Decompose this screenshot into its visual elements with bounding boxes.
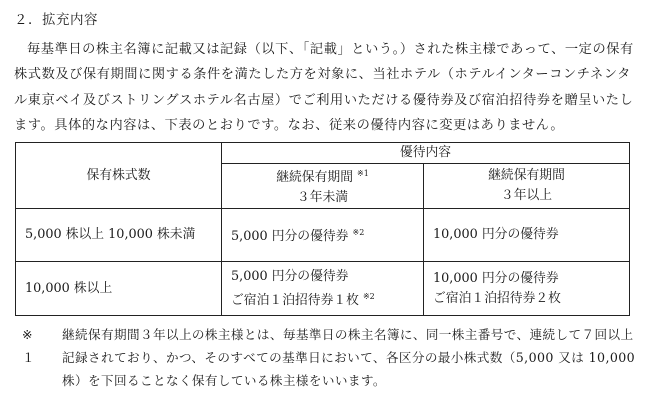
body-paragraph: 毎基準日の株主名簿に記載又は記録（以下、「記載」という。）された株主様であって、一定の保有株式数及び保有期間に関する条件を満たした方を対象に、当社ホテル（ホテルインターコンチネンタル東京ベイ及びストリングスホテル名古屋）でご利用いただける優待券及び宿泊招待券を贈呈いたします。具体的な内容は、下表のとおりです。なお、従来の優待内容に変更はありません。	[14, 42, 634, 133]
footnote-text: 継続保有期間３年以上の株主様とは、毎基準日の株主名簿に、同一株主番号で、連続して７回以上記録されており、かつ、そのすべての基準日において、各区分の最小株式数（5,000 又は 10,000 株）を下回ることなく保有している株主様をいいます。	[62, 327, 636, 388]
footnote-ref-1: ※1	[356, 169, 369, 178]
row-shares: 10,000 株以上	[16, 262, 222, 316]
subheader-over-3-years: 継続保有期間 ３年以上	[424, 164, 630, 209]
section-heading: ２．拡充内容	[14, 12, 98, 28]
row-benefit-over-3-years: 10,000 円分の優待券 ご宿泊１泊招待券２枚	[424, 262, 630, 316]
footnote-ref-2: ※2	[352, 228, 365, 237]
subheader-under-3-years: 継続保有期間 $^{※1}$ ３年未満	[222, 164, 424, 209]
benefit-table	[15, 142, 630, 316]
row-shares: 5,000 株以上 10,000 株未満	[16, 209, 222, 262]
header-benefit: 優待内容	[222, 143, 630, 164]
footnote-mark: ※１	[22, 327, 35, 365]
table-row	[16, 209, 630, 262]
row-benefit-over-3-years: 10,000 円分の優待券	[424, 209, 630, 262]
row-benefit-under-3-years: 5,000 円分の優待券 $^{※2}$	[222, 209, 424, 262]
footnote-ref-2: ※2	[362, 291, 375, 301]
table-row	[16, 262, 630, 316]
row-benefit-under-3-years: 5,000 円分の優待券 ご宿泊１泊招待券１枚 $^{※2}$	[222, 262, 424, 316]
header-shares: 保有株式数	[16, 143, 222, 209]
